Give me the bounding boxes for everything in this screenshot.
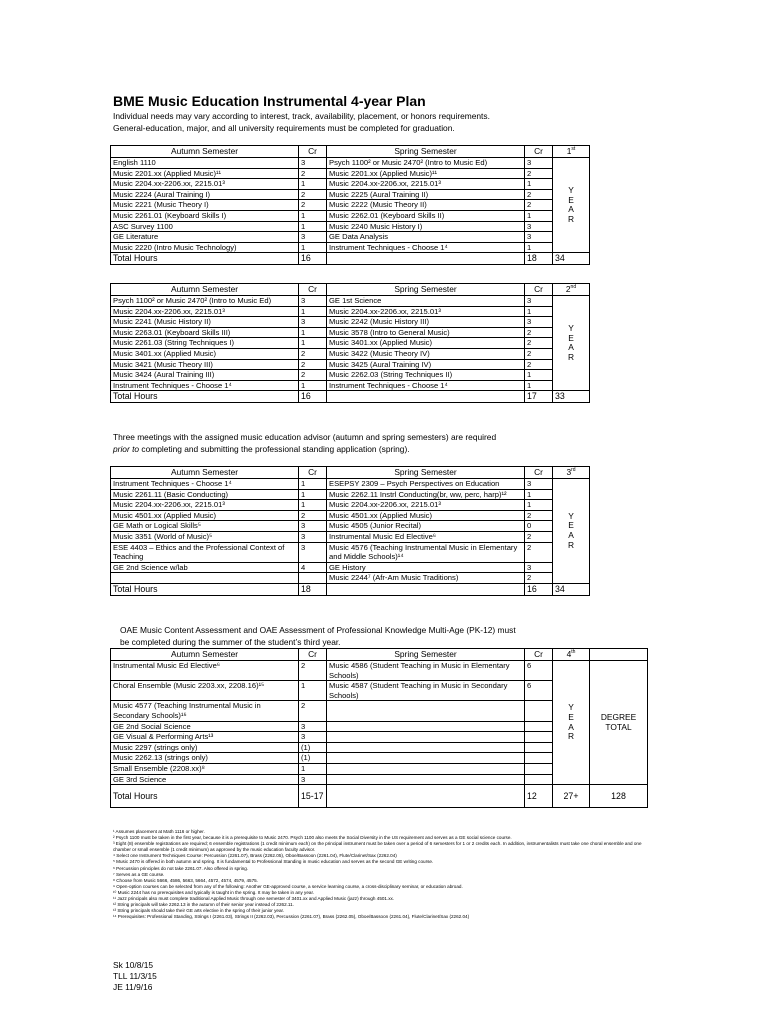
intro-line-1: Individual needs may vary according to interest, track, availability, placement, or honors requirements. [113, 111, 490, 121]
year-2-table [110, 283, 590, 403]
table-row [111, 158, 590, 169]
table-header-row: Autumn Semester Cr Spring Semester Cr 4th [111, 649, 648, 661]
table-row: GE 3rd Science 3 [111, 774, 648, 785]
table-row: Psych 1100² or Music 2470² (Intro to Music Ed) 3 GE 1st Science 3 Y E A R [111, 296, 590, 307]
footnote: ⁶ Percussion principles do not take 2261.07. Also offered in spring. [113, 865, 249, 871]
table-row: Music 2262.13 (strings only) (1) [111, 753, 648, 764]
table-row: Music 3351 (World of Music)⁵ 3 Instrumental Music Ed Elective⁶ 2 [111, 531, 590, 542]
year-label: 2nd [553, 284, 590, 296]
cr-header: Cr [525, 146, 553, 158]
year-label: 4th [553, 649, 590, 661]
signoff-line: JE 11/9/16 [113, 982, 153, 992]
footnote: ³ Eight (8) ensemble registrations are required; 6 ensemble registrations (1 credit minimum each) on the principal instrument must be taken over a period of 6 semesters for 1 or 2 credits each. In addition, instrumentalists must take one choral ensemble and one chamber or small ensemble (1 credit minimum) as approved by the music education faculty advisor. [113, 841, 642, 853]
table-row: Choral Ensemble (Music 2203.xx, 2208.16)¹⁵ 1 Music 4587 (Student Teaching in Music in Secondary Schools) 6 [111, 681, 648, 701]
table-row: Small Ensemble (2208.xx)⁸ 1 [111, 763, 648, 774]
table-header-row [111, 146, 590, 158]
oae-note-line-1: OAE Music Content Assessment and OAE Assessment of Professional Knowledge Multi-Age (PK-12) must [120, 625, 516, 635]
total-row [111, 253, 590, 265]
year-label: 3rd [553, 467, 590, 479]
table-row: ASC Survey 1100 1 Music 2240 Music History I) 3 [111, 221, 590, 232]
table-row: Music 2263.01 (Keyboard Skills III) 1 Music 3578 (Intro to General Music) 2 [111, 327, 590, 338]
table-row: Music 4501.xx (Applied Music) 2 Music 4501.xx (Applied Music) 2 [111, 510, 590, 521]
footnote: ² Psych 1100 must be taken in the first year, because it is a prerequisite to Music 2470. Psych 1100 also meets the Social Diversity in the US requirement and serves as a GE social science course. [113, 835, 512, 841]
footnotes [113, 829, 653, 920]
table-row: Music 2204.xx-2206.xx, 2215.01³ 1 Music 2204.xx-2206.xx, 2215.01³ 1 [111, 179, 590, 190]
footnote: ¹² String principals will take 2262.13 in the autumn of their senior year instead of 2262.11. [113, 902, 294, 908]
table-header-row: Autumn Semester Cr Spring Semester Cr 3rd [111, 467, 590, 479]
oae-note-line-2: be completed during the summer of the student’s third year. [120, 637, 341, 647]
table-row: Music 2224 (Aural Training I) 2 Music 2225 (Aural Training II) 2 [111, 189, 590, 200]
year-vertical-label: Y E A R [553, 158, 590, 253]
autumn-course: English 1110 [111, 158, 299, 169]
footnote: ¹⁴ Prerequisites: Professional Standing, Strings I (2261.03), Strings II (2262.03), Percussion (2261.07), Brass (2262.05), Oboe/Bassoon (2261.04), Flute/Clarinet/Sax (2262.04) [113, 914, 470, 920]
spring-course: Psych 1100² or Music 2470² (Intro to Music Ed) [327, 158, 525, 169]
table-row: Instrument Techniques - Choose 1⁴ 1 ESEPSY 2309 – Psych Perspectives on Education 3 Y E A R [111, 479, 590, 490]
degree-total-label: DEGREE TOTAL [590, 661, 648, 785]
footnote: ¹³ String principals should take their GE arts elective in the spring of their junior year. [113, 908, 285, 914]
autumn-credits: 3 [299, 158, 327, 169]
table-row: Music 3424 (Aural Training III) 2 Music 2262.03 (String Techniques II) 1 [111, 370, 590, 381]
table-row: Music 2261.01 (Keyboard Skills I) 1 Music 2262.01 (Keyboard Skills II) 1 [111, 210, 590, 221]
total-row: Total Hours 18 16 34 [111, 583, 590, 595]
autumn-total: 16 [299, 253, 327, 265]
table-row: ESE 4403 – Ethics and the Professional Context of Teaching 3 Music 4576 (Teaching Instrumental Music in Elementary and Middle Schools)¹⁴ 2 [111, 542, 590, 562]
year-vertical-label: Y E A R [553, 661, 590, 785]
footnote: ⁵ Music 2470 is offered in both autumn and spring. It is fundamental to Professional Standing in music education and serves as the second GE writing course. [113, 859, 434, 865]
footnote: ⁴ Select one Instrument Techniques Course: Percussion (2261.07), Brass (2262.05), Oboe/Bassoon (2261.04), Flute/Clarinet/Sax (2262.04) [113, 853, 397, 859]
year-total: 34 [553, 253, 590, 265]
table-header-row: Autumn Semester Cr Spring Semester Cr 2nd [111, 284, 590, 296]
table-row: GE Visual & Performing Arts¹³ 3 [111, 732, 648, 743]
footnote: ⁸ Choose from Music 5666, 4586, 5663, 5664, 4572, 4574, 4579, 4575. [113, 877, 258, 883]
total-row: Total Hours 16 17 33 [111, 391, 590, 403]
footnote: ⁹ Open-option courses can be selected from any of the following: Another GE-approved course, a service learning course, a cross-disciplinary seminar, or education abroad. [113, 883, 463, 889]
intro-line-2: General-education, major, and all university requirements must be completed for graduation. [113, 123, 455, 133]
table-row: GE 2nd Social Science 3 [111, 721, 648, 732]
table-row: Music 2204.xx-2206.xx, 2215.01³ 1 Music 2204.xx-2206.xx, 2215.01³ 1 [111, 500, 590, 511]
year-1-table [110, 145, 590, 265]
table-row: Music 2297 (strings only) (1) [111, 742, 648, 753]
table-row: Music 2201.xx (Applied Music)¹¹ 2 Music 2201.xx (Applied Music)¹¹ 2 [111, 168, 590, 179]
table-row: Music 2221 (Music Theory I) 2 Music 2222 (Music Theory II) 2 [111, 200, 590, 211]
spring-header: Spring Semester [327, 146, 525, 158]
table-row: Music 4577 (Teaching Instrumental Music in Secondary Schools)¹⁶ 2 [111, 701, 648, 721]
year-3-table [110, 466, 590, 596]
footnote: ¹¹ Jazz principals also must complete traditional Applied Music through one semester of 3401.xx and Applied Music (jazz) through 4501.xx. [113, 896, 395, 902]
total-label: Total Hours [111, 253, 299, 265]
total-row: Total Hours 15-17 12 27+ 128 [111, 785, 648, 808]
signoff-line: TLL 11/3/15 [113, 971, 157, 981]
spring-credits: 3 [525, 158, 553, 169]
table-row: Music 3421 (Music Theory III) 2 Music 3425 (Aural Training IV) 2 [111, 359, 590, 370]
footnote: ⁷ Serves as a GE course. [113, 871, 165, 877]
table-row: GE 2nd Science w/lab 4 GE History 3 [111, 562, 590, 573]
table-row: Music 2220 (Intro Music Technology) 1 Instrument Techniques - Choose 1⁴ 1 [111, 242, 590, 253]
table-row: Music 2244⁷ (Afr-Am Music Traditions) 2 [111, 573, 590, 584]
table-row: GE Math or Logical Skills⁵ 3 Music 4505 (Junior Recital) 0 [111, 521, 590, 532]
table-row: Music 2241 (Music History II) 3 Music 2242 (Music History III) 3 [111, 317, 590, 328]
year-label: 1st [553, 146, 590, 158]
autumn-header: Autumn Semester [111, 146, 299, 158]
table-row: Music 2261.11 (Basic Conducting) 1 Music 2262.11 Instrl Conducting(br, ww, perc, harp)¹² 1 [111, 489, 590, 500]
table-row: Music 2204.xx-2206.xx, 2215.01³ 1 Music 2204.xx-2206.xx, 2215.01³ 1 [111, 306, 590, 317]
table-row: GE Literature 3 GE Data Analysis 3 [111, 232, 590, 243]
year-vertical-label: Y E A R [553, 296, 590, 391]
page-title: BME Music Education Instrumental 4-year Plan [113, 93, 426, 109]
footnote: ¹⁰ Music 2244 has no prerequisites and typically is taught in the spring. It may be taken in any year. [113, 889, 315, 895]
table-row: Music 3401.xx (Applied Music) 2 Music 3422 (Music Theory IV) 2 [111, 348, 590, 359]
table-row: Instrument Techniques - Choose 1⁴ 1 Instrument Techniques - Choose 1⁴ 1 [111, 380, 590, 391]
year-4-table [110, 648, 648, 808]
footnote: ¹ Assumes placement at Math 1116 or higher. [113, 829, 205, 834]
table-row: Music 2261.03 (String Techniques I) 1 Music 3401.xx (Applied Music) 2 [111, 338, 590, 349]
signoff-block [113, 960, 157, 993]
spring-total: 18 [525, 253, 553, 265]
cr-header: Cr [299, 146, 327, 158]
advisor-note-line-1: Three meetings with the assigned music education advisor (autumn and spring semesters) are required [113, 432, 497, 442]
year-vertical-label: Y E A R [553, 479, 590, 584]
signoff-line: Sk 10/8/15 [113, 960, 154, 970]
table-row: Instrumental Music Ed Elective⁶ 2 Music 4586 (Student Teaching in Music in Elementary Schools) 6 Y E A R DEGREE TOTAL [111, 661, 648, 681]
advisor-note-line-2: prior to completing and submitting the professional standing application (spring). [113, 444, 410, 454]
